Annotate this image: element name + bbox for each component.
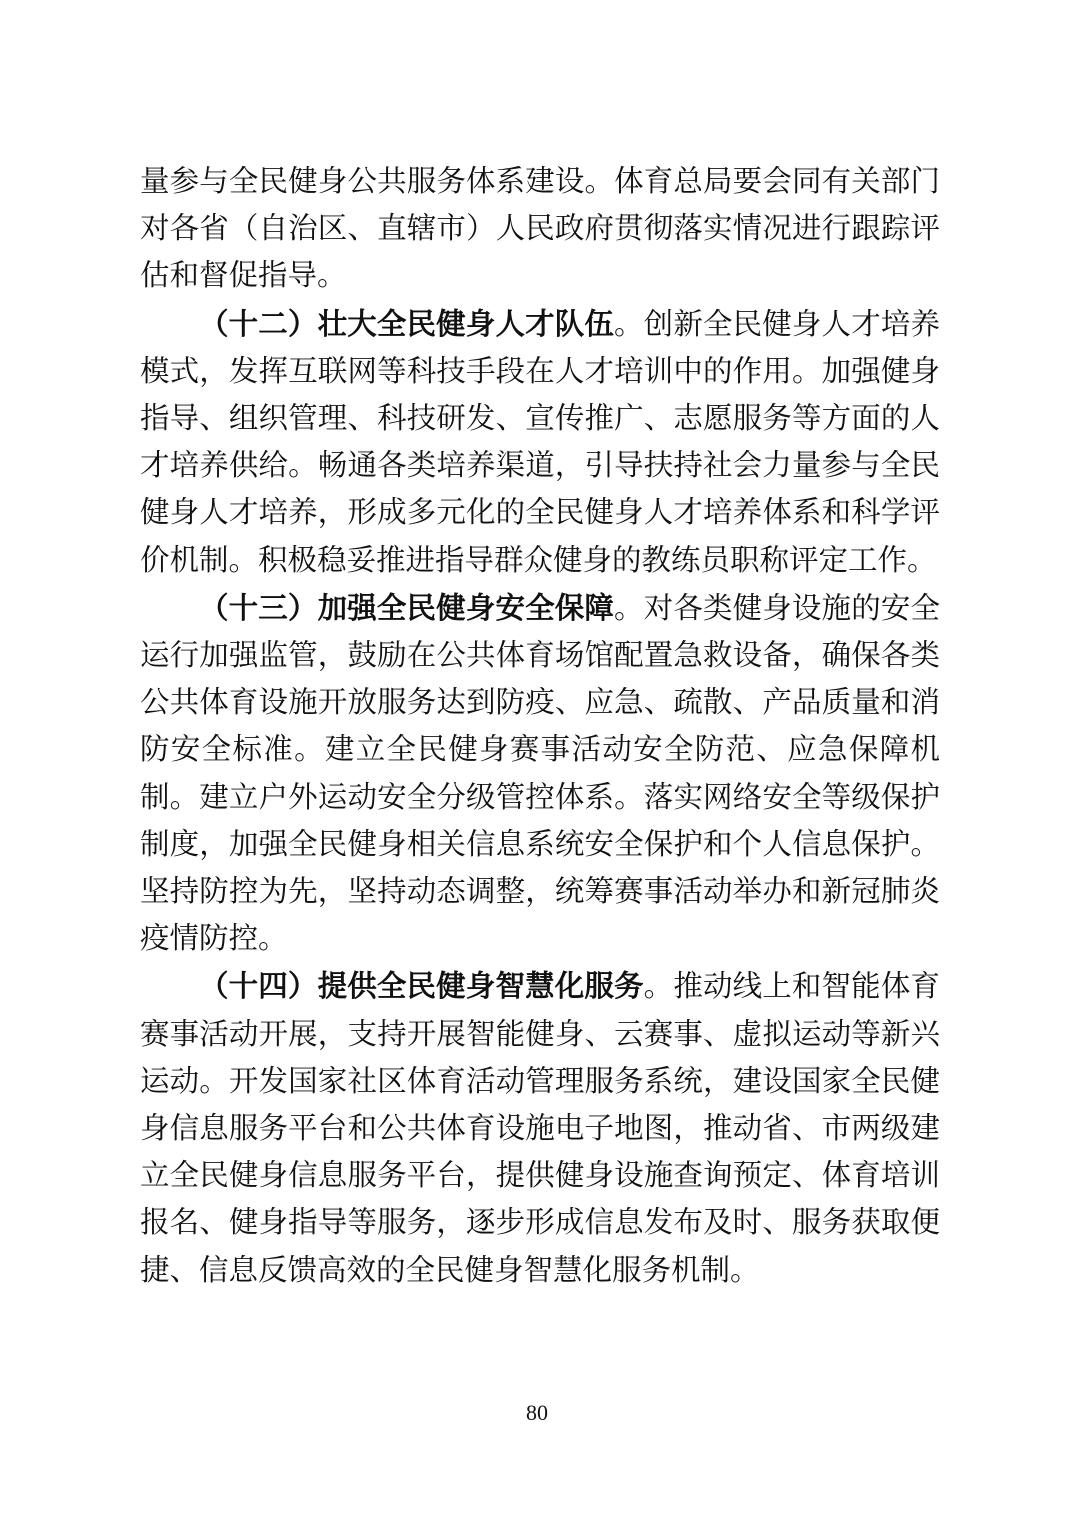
document-page — [140, 158, 940, 1294]
paragraph-body: 。对各类健身设施的安全运行加强监管，鼓励在公共体育场馆配置急救设备，确保各类公共体育设施开放服务达到防疫、应急、疏散、产品质量和消防安全标准。建立全民健身赛事活动安全防范、应急保障机制。建立户外运动安全分级管控体系。落实网络安全等级保护制度，加强全民健身相关信息系统安全保护和个人信息保护。坚持防控为先，坚持动态调整，统筹赛事活动举办和新冠肺炎疫情防控。 — [140, 590, 940, 956]
paragraph-section-12 — [140, 300, 940, 584]
paragraph-section-13 — [140, 584, 940, 963]
paragraph-body: 量参与全民健身公共服务体系建设。体育总局要会同有关部门对各省（自治区、直辖市）人民政府贯彻落实情况进行跟踪评估和督促指导。 — [140, 164, 940, 293]
section-heading: （十三）加强全民健身安全保障 — [199, 589, 615, 625]
paragraph-body: 。推动线上和智能体育赛事活动开展，支持开展智能健身、云赛事、虚拟运动等新兴运动。开发国家社区体育活动管理服务系统，建设国家全民健身信息服务平台和公共体育设施电子地图，推动省、市两级建立全民健身信息服务平台，提供健身设施查询预定、体育培训报名、健身指导等服务，逐步形成信息发布及时、服务获取便捷、信息反馈高效的全民健身智慧化服务机制。 — [140, 969, 940, 1287]
section-heading: （十二）壮大全民健身人才队伍 — [199, 305, 615, 341]
paragraph-body: 。创新全民健身人才培养模式，发挥互联网等科技手段在人才培训中的作用。加强健身指导、组织管理、科技研发、宣传推广、志愿服务等方面的人才培养供给。畅通各类培养渠道，引导扶持社会力量参与全民健身人才培养，形成多元化的全民健身人才培养体系和科学评价机制。积极稳妥推进指导群众健身的教练员职称评定工作。 — [140, 306, 940, 577]
page-number: 80 — [526, 1400, 548, 1425]
paragraph-continuation — [140, 158, 940, 300]
paragraph-section-14 — [140, 962, 940, 1293]
section-heading: （十四）提供全民健身智慧化服务 — [199, 968, 644, 1004]
